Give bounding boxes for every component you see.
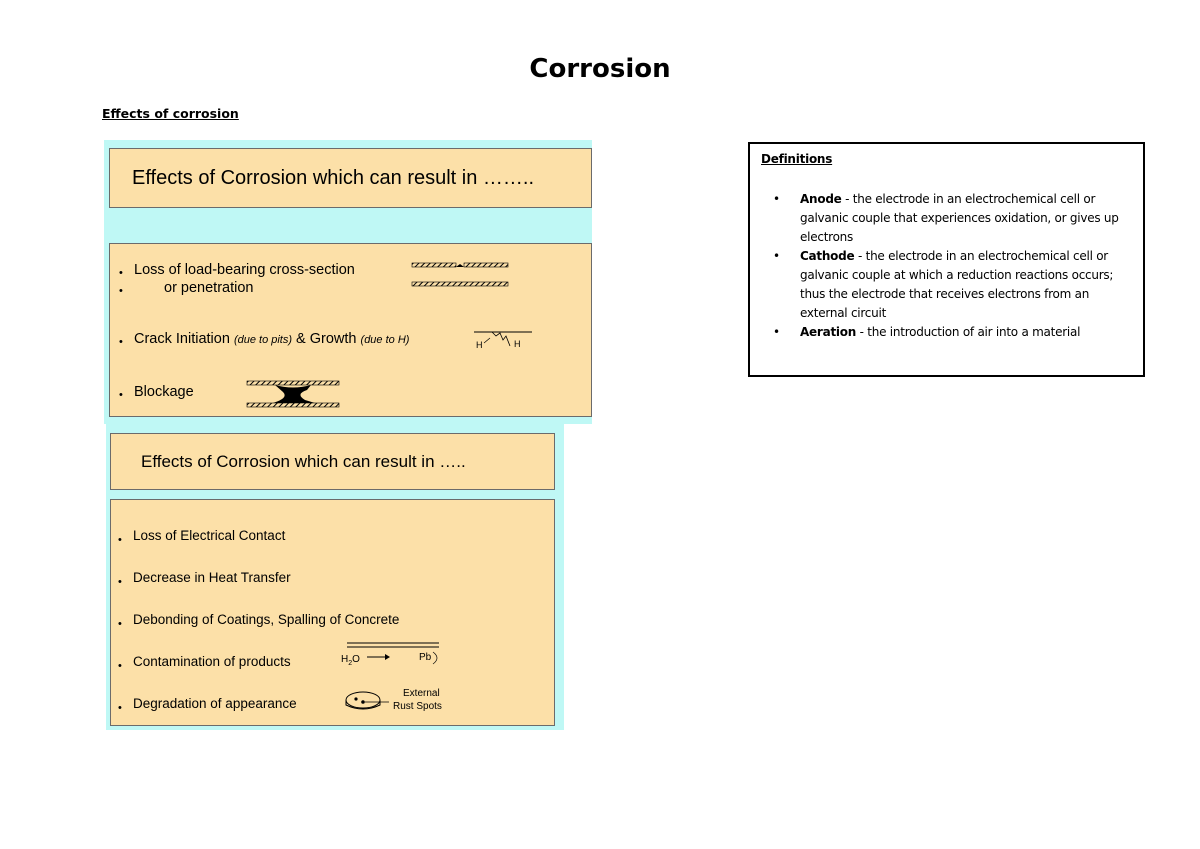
bullet: • (118, 618, 122, 630)
slide-effects-1 (104, 140, 592, 424)
item-note: (due to H) (360, 334, 410, 346)
definitions-heading: Definitions (761, 152, 833, 166)
bullet: • (119, 336, 123, 348)
list-item: Degradation of appearance (133, 696, 297, 711)
list-item (134, 331, 409, 347)
bullet: • (119, 285, 123, 297)
definition-term: Cathode (800, 249, 855, 263)
bullet: • (118, 534, 122, 546)
figure-label: O (352, 654, 360, 665)
definition-text: - the introduction of air into a material (856, 325, 1081, 339)
item-text: & Growth (292, 331, 361, 347)
list-item: Loss of load-bearing cross-section (134, 262, 355, 278)
list-item: Blockage (134, 384, 194, 400)
slide-heading-text: Effects of Corrosion which can result in ….. (141, 451, 466, 471)
definitions-list (773, 190, 1140, 342)
figure-label: H (341, 654, 349, 665)
item-text: Crack Initiation (134, 331, 234, 347)
list-item: Loss of Electrical Contact (133, 528, 286, 543)
bullet: • (119, 267, 123, 279)
bullet: • (773, 192, 780, 206)
figure-label: H (476, 340, 483, 350)
blockage-figure (245, 378, 343, 410)
section-heading: Effects of corrosion (102, 106, 239, 121)
figure-label: External (403, 688, 440, 699)
cross-section-figure (410, 260, 514, 290)
rust-spots-figure (343, 686, 453, 716)
bullet: • (118, 576, 122, 588)
slide-heading (110, 433, 555, 490)
bullet: • (773, 249, 780, 263)
figure-label: 2 (348, 660, 353, 667)
bullet: • (119, 389, 123, 401)
definition-item (773, 190, 1140, 247)
figure-label: Pb (419, 652, 432, 663)
svg-text:H2O (341, 654, 360, 667)
definition-item (773, 323, 1140, 342)
item-note: (due to pits) (233, 334, 293, 346)
definition-term: Aeration (800, 325, 857, 339)
slide-heading-text: Effects of Corrosion which can result in …….. (132, 166, 535, 189)
slide-heading (109, 148, 592, 208)
list-item: Decrease in Heat Transfer (133, 570, 291, 585)
definition-text: - the electrode in an electrochemical cell or galvanic couple at which a reduction reactions occurs; thus the electrode that receives electrons from an external circuit (800, 249, 1114, 320)
bullet: • (118, 702, 122, 714)
slide-effects-2 (106, 424, 564, 730)
list-item: or penetration (164, 280, 254, 296)
crack-figure (470, 326, 534, 354)
bullet: • (773, 325, 780, 339)
definition-term: Anode (800, 192, 842, 206)
bullet: • (118, 660, 122, 672)
definition-item (773, 247, 1140, 323)
definition-text: - the electrode in an electrochemical cell or galvanic couple that experiences oxidation, or gives up electrons (800, 192, 1119, 244)
figure-label: H (514, 339, 521, 349)
definitions-box (748, 142, 1145, 377)
slide-body (110, 499, 555, 726)
slide-body (109, 243, 592, 417)
list-item: Debonding of Coatings, Spalling of Concrete (133, 612, 400, 627)
page-title: Corrosion (529, 54, 671, 84)
contamination-figure (333, 640, 445, 670)
figure-label: Rust Spots (393, 701, 442, 712)
list-item: Contamination of products (133, 654, 291, 669)
